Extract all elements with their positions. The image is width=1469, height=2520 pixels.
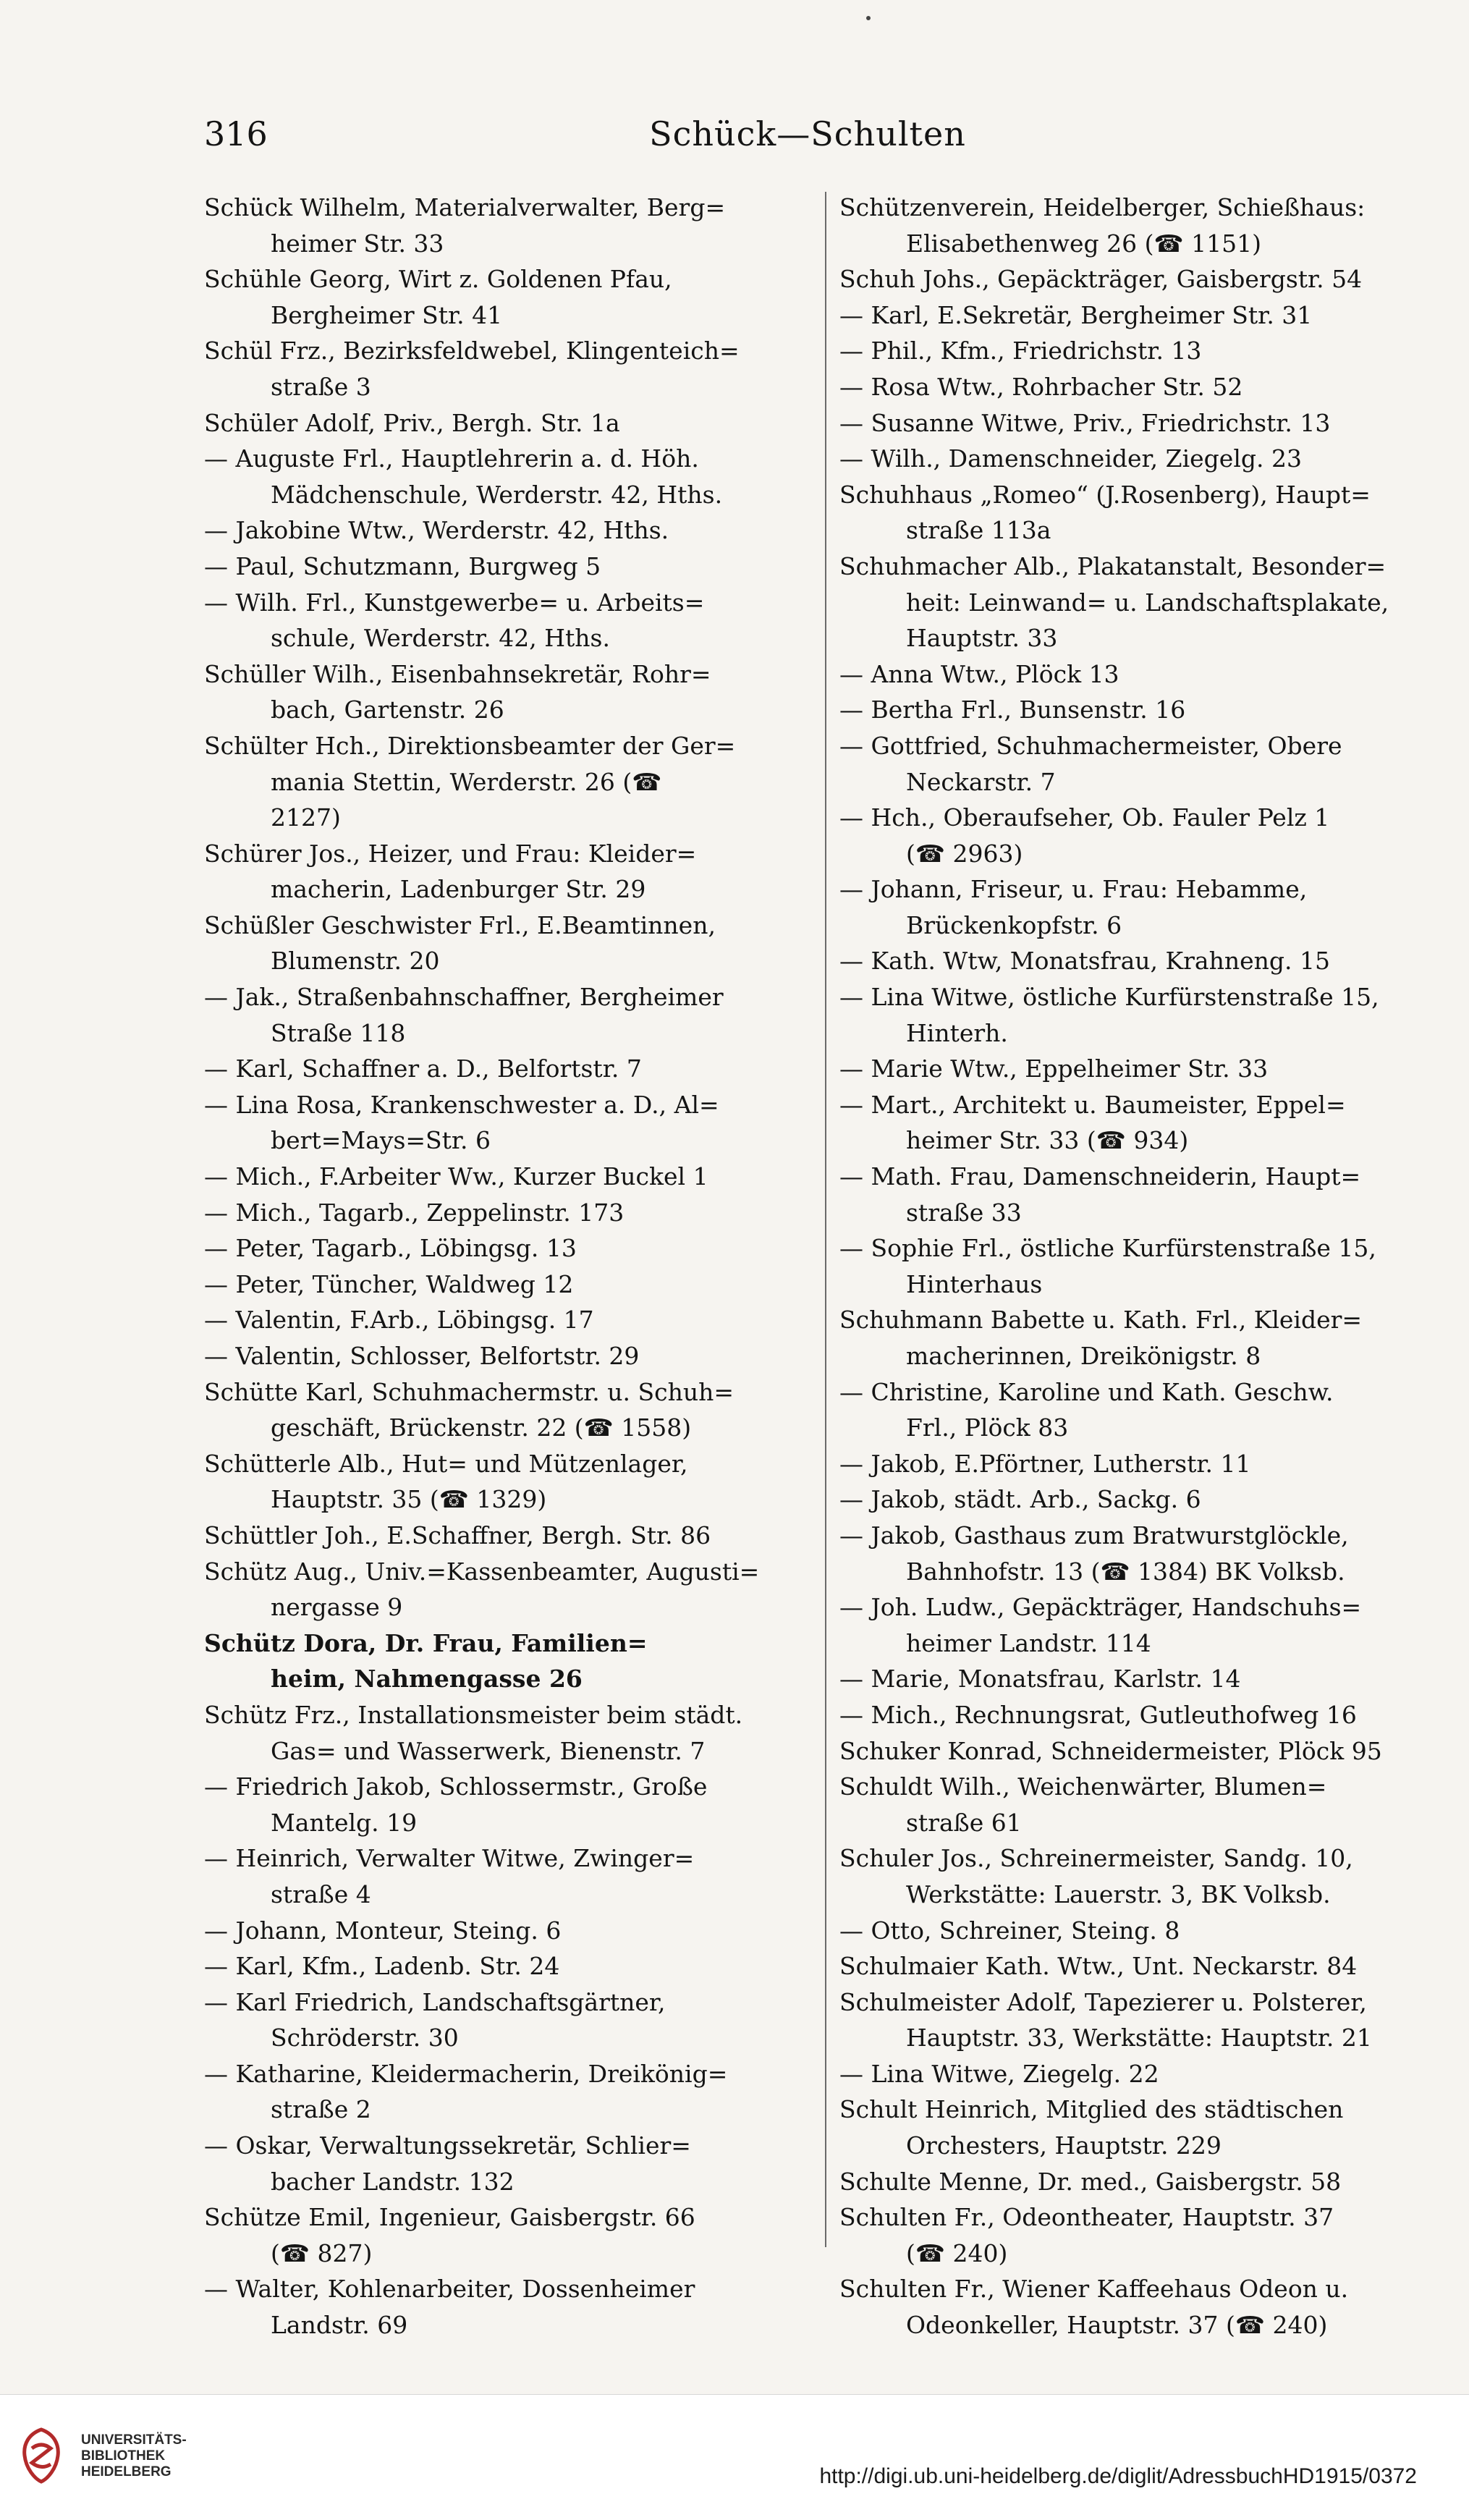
directory-entry-line: — Lina Witwe, Ziegelg. 22	[839, 2059, 1159, 2088]
directory-entry-line: nergasse 9	[271, 1593, 403, 1622]
directory-entry-line: Schützenverein, Heidelberger, Schießhaus:	[839, 193, 1366, 221]
directory-entry-line: — Valentin, Schlosser, Belfortstr. 29	[204, 1342, 640, 1370]
directory-entry-line: Neckarstr. 7	[906, 767, 1056, 796]
directory-entry-line: — Valentin, F.Arb., Löbingsg. 17	[204, 1306, 594, 1335]
directory-entry-line: Hauptstr. 35 (☎ 1329)	[271, 1485, 547, 1514]
directory-entry-line: macherinnen, Dreikönigstr. 8	[906, 1342, 1261, 1370]
directory-entry-line: Schult Heinrich, Mitglied des städtischen	[839, 2095, 1344, 2124]
directory-entry-line: mania Stettin, Werderstr. 26 (☎	[271, 767, 662, 796]
left-column	[204, 190, 834, 2343]
right-column	[839, 190, 1411, 2343]
directory-entry-line: — Lina Rosa, Krankenschwester a. D., Al=	[204, 1090, 719, 1119]
directory-entry-line: Werkstätte: Lauerstr. 3, BK Volksb.	[906, 1880, 1331, 1908]
directory-entry-line: — Lina Witwe, östliche Kurfürstenstraße 15,	[839, 983, 1379, 1012]
directory-entry-line: — Mich., F.Arbeiter Ww., Kurzer Buckel 1	[204, 1162, 708, 1191]
directory-entry-line: heimer Str. 33 (☎ 934)	[906, 1126, 1189, 1155]
directory-entry-line: Hauptstr. 33, Werkstätte: Hauptstr. 21	[906, 2024, 1372, 2052]
directory-entry-line: 2127)	[271, 803, 341, 832]
directory-entry-line: — Anna Wtw., Plöck 13	[839, 659, 1119, 688]
directory-entry-line: — Joh. Ludw., Gepäckträger, Handschuhs=	[839, 1593, 1362, 1622]
ink-speck	[866, 16, 871, 20]
directory-entry-line: — Sophie Frl., östliche Kurfürstenstraße 15,	[839, 1234, 1376, 1263]
directory-entry-line: Mädchenschule, Werderstr. 42, Hths.	[271, 480, 723, 509]
directory-entry-line: (☎ 240)	[906, 2238, 1008, 2267]
footer-bar	[0, 2394, 1469, 2520]
directory-entry-line: Schuhmacher Alb., Plakatanstalt, Besonder=	[839, 551, 1387, 580]
directory-entry-line: Bergheimer Str. 41	[271, 300, 503, 329]
directory-entry-line: Schütz Frz., Installationsmeister beim städt.	[204, 1700, 743, 1729]
library-name-line: HEIDELBERG	[81, 2464, 172, 2479]
directory-entry-line: (☎ 827)	[271, 2238, 373, 2267]
directory-entry-line: Schüttler Joh., E.Schaffner, Bergh. Str. 86	[204, 1521, 711, 1549]
directory-entry-line: — Peter, Tüncher, Waldweg 12	[204, 1269, 574, 1298]
directory-entry-line: heimer Landstr. 114	[906, 1628, 1151, 1657]
directory-entry-line: — Paul, Schutzmann, Burgweg 5	[204, 551, 601, 580]
library-name-line: BIBLIOTHEK	[81, 2448, 166, 2464]
library-logo-icon	[16, 2427, 67, 2485]
directory-entry-line: Landstr. 69	[271, 2311, 408, 2340]
directory-entry-line: Gas= und Wasserwerk, Bienenstr. 7	[271, 1736, 706, 1765]
column-divider	[825, 192, 826, 2247]
directory-entry-line: — Math. Frau, Damenschneiderin, Haupt=	[839, 1162, 1361, 1191]
directory-entry-line: straße 61	[906, 1808, 1022, 1837]
directory-entry-line: — Katharine, Kleidermacherin, Dreikönig=	[204, 2059, 728, 2088]
directory-entry-line: — Wilh. Frl., Kunstgewerbe= u. Arbeits=	[204, 588, 705, 617]
directory-entry-line: — Mart., Architekt u. Baumeister, Eppel=	[839, 1090, 1346, 1119]
directory-entry-line: Schulten Fr., Wiener Kaffeehaus Odeon u.	[839, 2275, 1349, 2304]
directory-entry-line: — Friedrich Jakob, Schlossermstr., Große	[204, 1772, 708, 1801]
directory-entry-line: — Walter, Kohlenarbeiter, Dossenheimer	[204, 2275, 695, 2304]
directory-entry-line: bach, Gartenstr. 26	[271, 695, 504, 724]
directory-entry-line: Schulte Menne, Dr. med., Gaisbergstr. 58	[839, 2167, 1342, 2196]
directory-entry-line: Schürer Jos., Heizer, und Frau: Kleider=	[204, 839, 697, 868]
directory-entry-line: — Peter, Tagarb., Löbingsg. 13	[204, 1234, 577, 1263]
directory-entry-line: Schütze Emil, Ingenieur, Gaisbergstr. 66	[204, 2203, 695, 2232]
directory-entry-line: Odeonkeller, Hauptstr. 37 (☎ 240)	[906, 2311, 1328, 2340]
directory-entry-line: — Heinrich, Verwalter Witwe, Zwinger=	[204, 1844, 695, 1873]
directory-entry-line: — Phil., Kfm., Friedrichstr. 13	[839, 337, 1202, 365]
directory-entry-line: — Mich., Tagarb., Zeppelinstr. 173	[204, 1198, 625, 1227]
directory-entry-line: Schühle Georg, Wirt z. Goldenen Pfau,	[204, 265, 672, 294]
directory-entry-line: — Otto, Schreiner, Steing. 8	[839, 1916, 1180, 1945]
directory-entry-line: — Karl, Kfm., Ladenb. Str. 24	[204, 1952, 560, 1981]
directory-entry-line: Schüßler Geschwister Frl., E.Beamtinnen,	[204, 910, 716, 939]
directory-entry-line: Hinterhaus	[906, 1269, 1043, 1298]
directory-entry-line: Schulten Fr., Odeontheater, Hauptstr. 37	[839, 2203, 1334, 2232]
directory-entry-line: Schulmeister Adolf, Tapezierer u. Polsterer,	[839, 1987, 1367, 2016]
directory-entry-line: Schück Wilhelm, Materialverwalter, Berg=	[204, 193, 726, 221]
directory-entry-line: — Rosa Wtw., Rohrbacher Str. 52	[839, 372, 1243, 401]
directory-entry-line: — Mich., Rechnungsrat, Gutleuthofweg 16	[839, 1700, 1357, 1729]
directory-entry-line: Schütterle Alb., Hut= und Mützenlager,	[204, 1449, 688, 1478]
directory-entry-line: Schülter Hch., Direktionsbeamter der Ger=	[204, 731, 736, 760]
directory-entry-line: schule, Werderstr. 42, Hths.	[271, 624, 610, 653]
directory-entry-line: — Jak., Straßenbahnschaffner, Bergheimer	[204, 983, 724, 1012]
directory-entry-line: Brückenkopfstr. 6	[906, 910, 1122, 939]
directory-entry-line: straße 2	[271, 2095, 371, 2124]
directory-entry-line: — Jakob, städt. Arb., Sackg. 6	[839, 1485, 1201, 1514]
directory-entry-line: Blumenstr. 20	[271, 947, 440, 976]
directory-entry-line: Schuldt Wilh., Weichenwärter, Blumen=	[839, 1772, 1327, 1801]
directory-entry-line: Schuker Konrad, Schneidermeister, Plöck 95	[839, 1736, 1382, 1765]
directory-entry-line: Mantelg. 19	[271, 1808, 418, 1837]
directory-entry-line: straße 33	[906, 1198, 1022, 1227]
directory-entry-line: — Hch., Oberaufseher, Ob. Fauler Pelz 1	[839, 803, 1330, 832]
directory-entry-line: Schütte Karl, Schuhmachermstr. u. Schuh=	[204, 1377, 734, 1406]
directory-entry-line: — Auguste Frl., Hauptlehrerin a. d. Höh.	[204, 444, 699, 473]
directory-entry-line: Bahnhofstr. 13 (☎ 1384) BK Volksb.	[906, 1557, 1345, 1586]
directory-entry-line: — Susanne Witwe, Priv., Friedrichstr. 13	[839, 408, 1331, 437]
directory-entry-line: — Kath. Wtw, Monatsfrau, Krahneng. 15	[839, 947, 1330, 976]
directory-entry-line: Hinterh.	[906, 1018, 1008, 1047]
library-name	[81, 2432, 187, 2480]
directory-entry-line: — Christine, Karoline und Kath. Geschw.	[839, 1377, 1334, 1406]
directory-entry-line: — Karl Friedrich, Landschaftsgärtner,	[204, 1987, 666, 2016]
directory-entry-line: — Bertha Frl., Bunsenstr. 16	[839, 695, 1186, 724]
directory-entry-line: straße 3	[271, 372, 371, 401]
directory-entry-line: Elisabethenweg 26 (☎ 1151)	[906, 229, 1261, 258]
directory-entry-line: heimer Str. 33	[271, 229, 444, 258]
directory-entry-line: geschäft, Brückenstr. 22 (☎ 1558)	[271, 1413, 692, 1442]
directory-entry-line: Schuhhaus „Romeo“ (J.Rosenberg), Haupt=	[839, 480, 1371, 509]
directory-entry-line: Schröderstr. 30	[271, 2024, 459, 2052]
directory-entry-line: — Karl, E.Sekretär, Bergheimer Str. 31	[839, 300, 1313, 329]
directory-entry-line: bacher Landstr. 132	[271, 2167, 515, 2196]
directory-entry-line: — Karl, Schaffner a. D., Belfortstr. 7	[204, 1054, 642, 1083]
directory-entry-line: — Johann, Monteur, Steing. 6	[204, 1916, 562, 1945]
directory-entry-line: Schulmaier Kath. Wtw., Unt. Neckarstr. 84	[839, 1952, 1358, 1981]
directory-entry-line: — Jakob, Gasthaus zum Bratwurstglöckle,	[839, 1521, 1349, 1549]
directory-entry-line: — Marie Wtw., Eppelheimer Str. 33	[839, 1054, 1269, 1083]
directory-entry-line: Hauptstr. 33	[906, 624, 1058, 653]
directory-entry-line: — Jakob, E.Pförtner, Lutherstr. 11	[839, 1449, 1251, 1478]
directory-entry-line: — Jakobine Wtw., Werderstr. 42, Hths.	[204, 516, 669, 545]
directory-entry-line: — Gottfried, Schuhmachermeister, Obere	[839, 731, 1342, 760]
directory-entry-line: — Oskar, Verwaltungssekretär, Schlier=	[204, 2131, 691, 2160]
directory-entry-line: bert=Mays=Str. 6	[271, 1126, 491, 1155]
library-name-line: UNIVERSITÄTS-	[81, 2432, 187, 2448]
directory-entry-line: Schuh Johs., Gepäckträger, Gaisbergstr. 54	[839, 265, 1363, 294]
directory-entry-line: heit: Leinwand= u. Landschaftsplakate,	[906, 588, 1389, 617]
running-head: Schück—Schulten	[649, 114, 966, 153]
directory-entry-line: Schüler Adolf, Priv., Bergh. Str. 1a	[204, 408, 620, 437]
directory-entry-line: straße 113a	[906, 516, 1051, 545]
directory-entry-line: Frl., Plöck 83	[906, 1413, 1069, 1442]
directory-entry-line: Schütz Aug., Univ.=Kassenbeamter, Augusti=	[204, 1557, 760, 1586]
directory-entry-line: — Wilh., Damenschneider, Ziegelg. 23	[839, 444, 1302, 473]
directory-entry-line: — Johann, Friseur, u. Frau: Hebamme,	[839, 875, 1308, 904]
directory-entry-line: macherin, Ladenburger Str. 29	[271, 875, 646, 904]
page-number: 316	[204, 114, 268, 153]
directory-entry-line: Schuler Jos., Schreinermeister, Sandg. 10,	[839, 1844, 1353, 1873]
directory-entry-line: Schül Frz., Bezirksfeldwebel, Klingenteich=	[204, 337, 740, 365]
source-url-link[interactable]: http://digi.ub.uni-heidelberg.de/diglit/AdressbuchHD1915/0372	[819, 2464, 1417, 2488]
directory-entry-line: Orchesters, Hauptstr. 229	[906, 2131, 1222, 2160]
directory-entry-line: Straße 118	[271, 1018, 406, 1047]
directory-entry-line: Schüller Wilh., Eisenbahnsekretär, Rohr=	[204, 659, 711, 688]
directory-entry-line: — Marie, Monatsfrau, Karlstr. 14	[839, 1665, 1241, 1694]
page-header	[204, 109, 1411, 159]
directory-entry-line: Schuhmann Babette u. Kath. Frl., Kleider=	[839, 1306, 1363, 1335]
directory-entry-line: heim, Nahmengasse 26	[271, 1665, 583, 1694]
directory-entry-line: Schütz Dora, Dr. Frau, Familien=	[204, 1628, 648, 1657]
directory-entry-line: straße 4	[271, 1880, 371, 1908]
directory-entry-line: (☎ 2963)	[906, 839, 1023, 868]
